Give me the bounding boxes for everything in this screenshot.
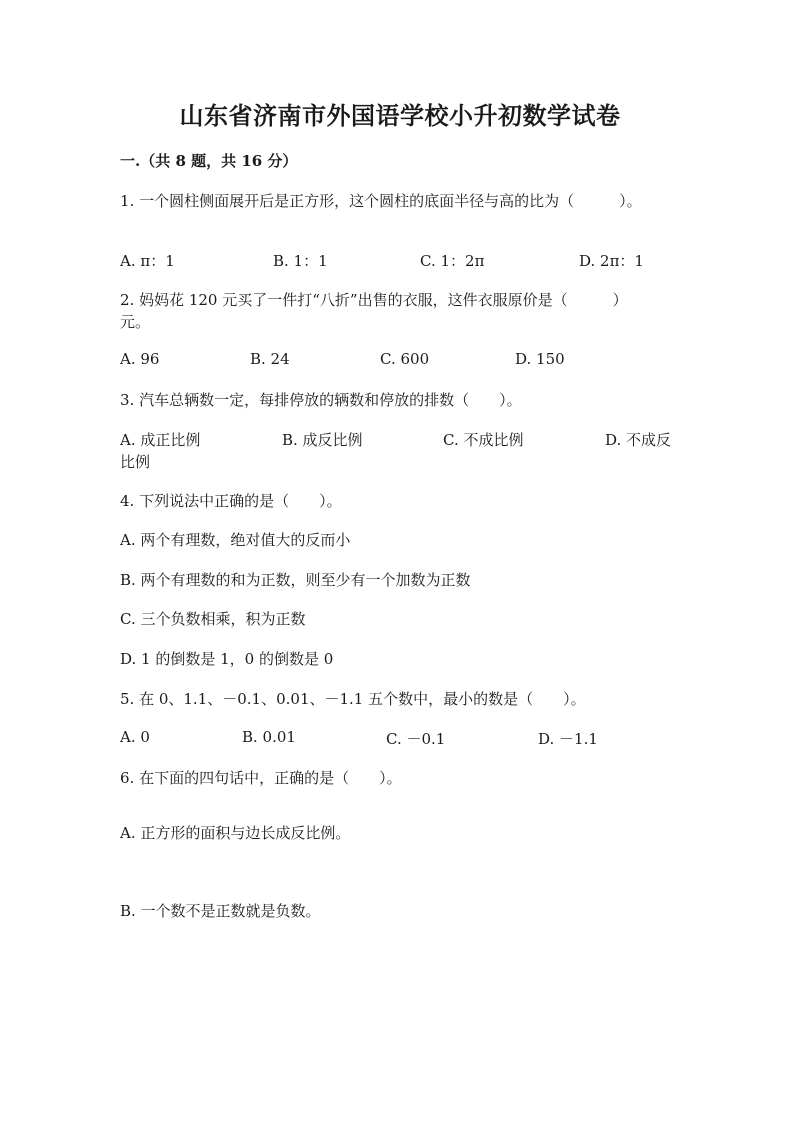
question-1-option-d: D. 2π：1 bbox=[579, 252, 644, 270]
question-4-option-c: C. 三个负数相乘，积为正数 bbox=[120, 610, 306, 628]
question-2-text: 2. 妈妈花 120 元买了一件打“八折”出售的衣服，这件衣服原价是（ ） bbox=[120, 291, 628, 309]
question-2-option-d: D. 150 bbox=[515, 350, 565, 368]
question-5-option-a: A. 0 bbox=[120, 728, 150, 746]
question-5-text: 5. 在 0、1.1、－0.1、0.01、－1.1 五个数中，最小的数是（ ）。 bbox=[120, 690, 586, 708]
question-3-option-d-wrap: 比例 bbox=[120, 453, 151, 471]
question-5-option-b: B. 0.01 bbox=[242, 728, 296, 746]
question-5-option-d: D. －1.1 bbox=[538, 730, 598, 748]
question-3-option-a: A. 成正比例 bbox=[120, 431, 201, 449]
question-3-text: 3. 汽车总辆数一定，每排停放的辆数和停放的排数（ ）。 bbox=[120, 391, 522, 409]
question-1-option-a: A. π：1 bbox=[120, 252, 175, 270]
question-2-option-c: C. 600 bbox=[380, 350, 430, 368]
question-3-option-b: B. 成反比例 bbox=[282, 431, 363, 449]
question-2-option-a: A. 96 bbox=[120, 350, 160, 368]
page-title: 山东省济南市外国语学校小升初数学试卷 bbox=[179, 101, 621, 130]
question-4-text: 4. 下列说法中正确的是（ ）。 bbox=[120, 492, 342, 510]
question-2-text-cont: 元。 bbox=[120, 313, 151, 331]
question-5-option-c: C. －0.1 bbox=[386, 730, 446, 748]
question-2-option-b: B. 24 bbox=[250, 350, 290, 368]
section-heading: 一.（共 8 题，共 16 分） bbox=[120, 152, 298, 170]
question-4-option-b: B. 两个有理数的和为正数，则至少有一个加数为正数 bbox=[120, 571, 471, 589]
question-6-text: 6. 在下面的四句话中，正确的是（ ）。 bbox=[120, 769, 402, 787]
question-4-option-d: D. 1 的倒数是 1，0 的倒数是 0 bbox=[120, 650, 334, 668]
question-1-text: 1. 一个圆柱侧面展开后是正方形，这个圆柱的底面半径与高的比为（ ）。 bbox=[120, 192, 642, 210]
question-3-option-c: C. 不成比例 bbox=[443, 431, 524, 449]
question-6-option-b: B. 一个数不是正数就是负数。 bbox=[120, 902, 321, 920]
question-1-option-c: C. 1：2π bbox=[420, 252, 485, 270]
question-4-option-a: A. 两个有理数，绝对值大的反而小 bbox=[120, 531, 351, 549]
question-6-option-a: A. 正方形的面积与边长成反比例。 bbox=[120, 824, 351, 842]
question-1-option-b: B. 1：1 bbox=[273, 252, 328, 270]
question-3-option-d: D. 不成反 bbox=[605, 431, 672, 449]
